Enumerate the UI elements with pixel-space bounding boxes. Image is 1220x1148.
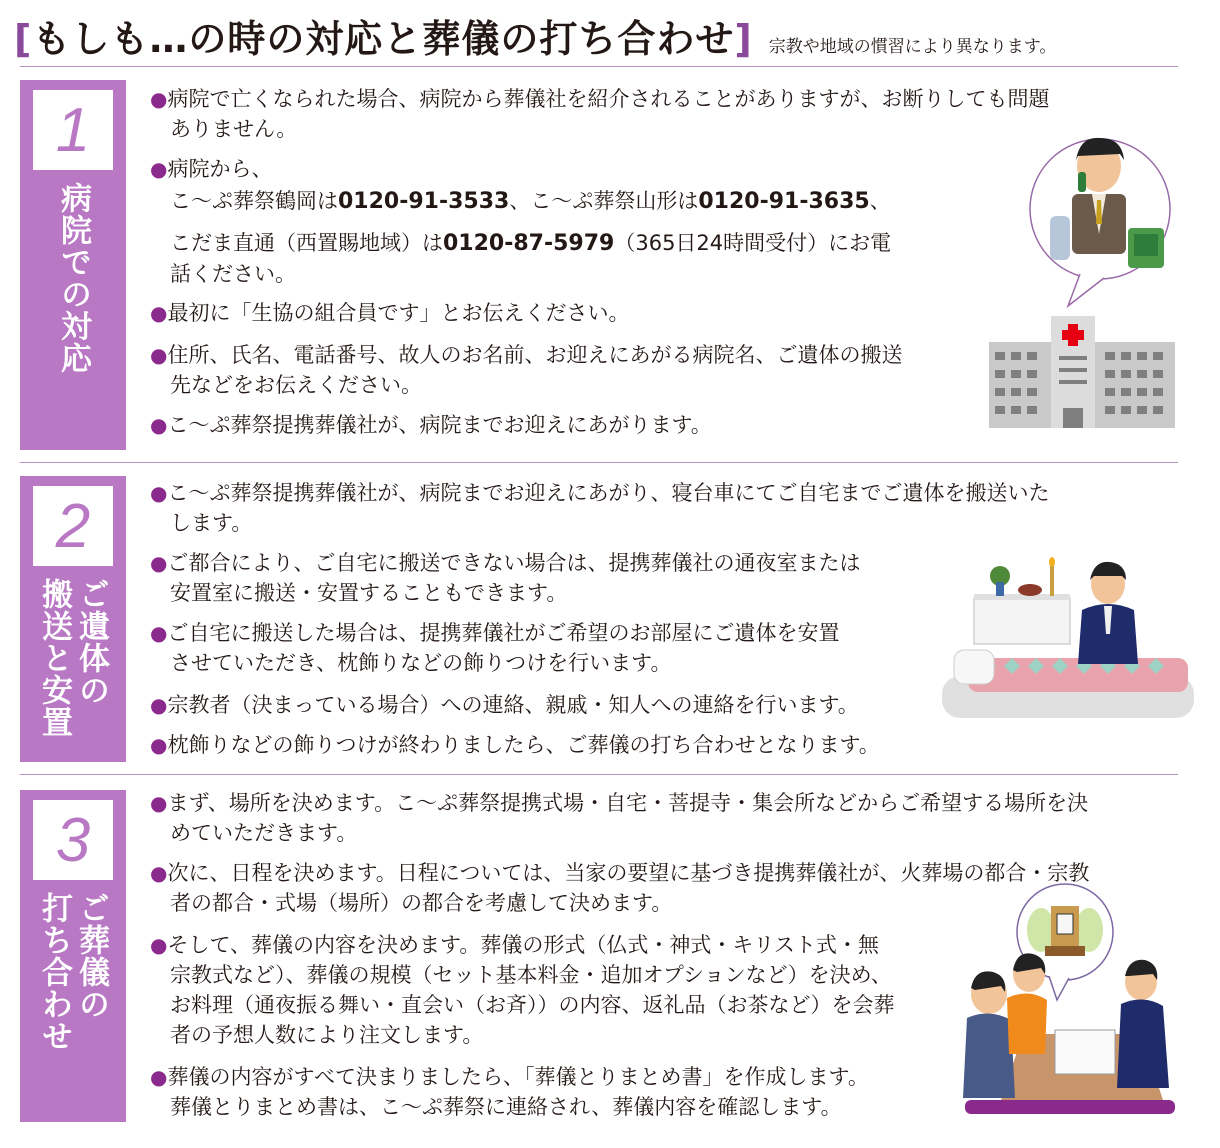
list-item: [150, 84, 1049, 144]
item-text: ご都合により、ご自宅に搬送できない場合は、提携葬儀社の通夜室または: [167, 551, 861, 575]
bullet-icon: ●: [150, 933, 168, 957]
section-2-band: [20, 476, 126, 762]
divider: [20, 462, 1178, 463]
item-text: 次に、日程を決めます。日程については、当家の要望に基づき提携葬儀社が、火葬場の都合・宗教: [167, 861, 1090, 885]
item-text: 宗教者（決まっている場合）への連絡、親戚・知人への連絡を行います。: [167, 693, 859, 717]
item-text: 葬儀の内容がすべて決まりましたら、「葬儀とりまとめ書」を作成します。: [167, 1065, 869, 1089]
header-note: 宗教や地域の慣習により異なります。: [768, 37, 1057, 57]
item-text-2: します。: [170, 511, 253, 535]
list-item: [150, 690, 859, 720]
item-text: こだま直通（西置賜地域）は: [170, 231, 443, 255]
bullet-icon: ●: [150, 693, 168, 717]
section-3-label-b: 打ち合わせ: [36, 892, 72, 1052]
section-1-number: 1: [33, 90, 113, 170]
list-item: [150, 1062, 869, 1122]
section-2-label-b: 搬送と安置: [36, 578, 72, 738]
bullet-icon: ●: [150, 481, 168, 505]
bullet-icon: ●: [150, 1065, 168, 1089]
section-2: [20, 476, 1200, 762]
item-text: （365日24時間受付）にお電: [614, 231, 892, 255]
list-item: [150, 340, 902, 400]
item-text-2: ありません。: [170, 117, 298, 141]
item-text: そして、葬儀の内容を決めます。葬儀の形式（仏式・神式・キリスト式・無: [167, 933, 879, 957]
title-text: もしも…の時の対応と葬儀の打ち合わせ: [32, 17, 735, 61]
section-3: [20, 790, 1200, 1122]
item-text-2: 安置室に搬送・安置することもできます。: [170, 581, 568, 605]
item-text: 枕飾りなどの飾りつけが終わりましたら、ご葬儀の打ち合わせとなります。: [167, 733, 880, 757]
page-header: [14, 8, 1194, 60]
item-text: まず、場所を決めます。こ～ぷ葬祭提携式場・自宅・菩提寺・集会所などからご希望する場所を決: [167, 791, 1089, 815]
item-text: 病院で亡くなられた場合、病院から葬儀社を紹介されることがありますが、お断りしても問題: [167, 87, 1050, 111]
item-text-2: 話ください。: [170, 262, 296, 286]
item-text: こ～ぷ葬祭提携葬儀社が、病院までお迎えにあがります。: [167, 413, 712, 437]
section-3-band: [20, 790, 126, 1122]
section-3-label-a: ご葬儀の: [73, 892, 109, 1020]
item-text-2: させていただき、枕飾りなどの飾りつけを行います。: [170, 651, 672, 675]
item-text-4: 者の予想人数により注文します。: [170, 1023, 484, 1047]
item-text-2: 者の都合・式場（場所）の都合を考慮して決めます。: [170, 891, 673, 915]
section-1-band: [20, 80, 126, 450]
list-item: [150, 730, 880, 760]
item-text: こ～ぷ葬祭鶴岡は: [170, 189, 338, 213]
section-1: [20, 80, 1200, 450]
item-text: 住所、氏名、電話番号、故人のお名前、お迎えにあがる病院名、ご遺体の搬送: [167, 343, 903, 367]
section-3-number: 3: [33, 800, 113, 880]
phone-number-yamagata: 0120-91-3635: [698, 189, 870, 214]
bullet-icon: ●: [150, 861, 168, 885]
item-text-3: お料理（通夜振る舞い・直会い（お斉））の内容、返礼品（お茶など）を会葬: [170, 993, 895, 1017]
bullet-icon: ●: [150, 343, 168, 367]
bullet-icon: ●: [150, 87, 168, 111]
divider: [20, 774, 1178, 775]
list-item: [150, 298, 629, 328]
phone-call-illustration: [1020, 124, 1180, 314]
list-item: [150, 618, 839, 678]
list-item: [150, 548, 860, 608]
divider: [20, 66, 1178, 67]
list-item: [150, 154, 272, 184]
bullet-icon: ●: [150, 621, 168, 645]
item-text: ご自宅に搬送した場合は、提携葬儀社がご希望のお部屋にご遺体を安置: [167, 621, 840, 645]
phone-line-1: [150, 186, 891, 217]
section-1-label: 病院での対応: [55, 182, 91, 374]
bullet-icon: ●: [150, 157, 168, 181]
title-bracket-open: [: [14, 17, 33, 61]
bullet-icon: ●: [150, 301, 168, 325]
list-item: [150, 410, 712, 440]
phone-number-kodama: 0120-87-5979: [443, 231, 615, 256]
bullet-icon: ●: [150, 791, 168, 815]
list-item: [150, 788, 1088, 848]
phone-line-2: [150, 228, 891, 289]
title-bracket-close: ]: [734, 17, 753, 61]
item-text-2: 宗教式など）、葬儀の規模（セット基本料金・追加オプションなど）を決め、: [170, 963, 892, 987]
item-text-2: 葬儀とりまとめ書は、こ～ぷ葬祭に連絡され、葬儀内容を確認します。: [170, 1095, 842, 1119]
bullet-icon: ●: [150, 733, 168, 757]
hospital-illustration: [985, 312, 1185, 432]
item-text-2: 先などをお伝えください。: [170, 373, 422, 397]
item-text-2: めていただきます。: [170, 821, 358, 845]
list-item: [150, 478, 1049, 538]
section-2-label-a: ご遺体の: [73, 578, 109, 706]
list-item: [150, 930, 895, 1050]
item-text: 病院から、: [167, 157, 273, 181]
page-title: [14, 8, 753, 63]
section-2-number: 2: [33, 486, 113, 566]
item-text: こ～ぷ葬祭提携葬儀社が、病院までお迎えにあがり、寝台車にてご自宅までご遺体を搬送いた: [167, 481, 1050, 505]
bullet-icon: ●: [150, 551, 168, 575]
pillow-altar-illustration: [938, 554, 1198, 724]
bullet-icon: ●: [150, 413, 168, 437]
phone-number-tsuruoka: 0120-91-3533: [338, 189, 510, 214]
item-text: 、: [869, 189, 891, 213]
funeral-meeting-illustration: [945, 878, 1195, 1128]
item-text: 、こ～ぷ葬祭山形は: [509, 189, 699, 213]
item-text: 最初に「生協の組合員です」とお伝えください。: [167, 301, 630, 325]
